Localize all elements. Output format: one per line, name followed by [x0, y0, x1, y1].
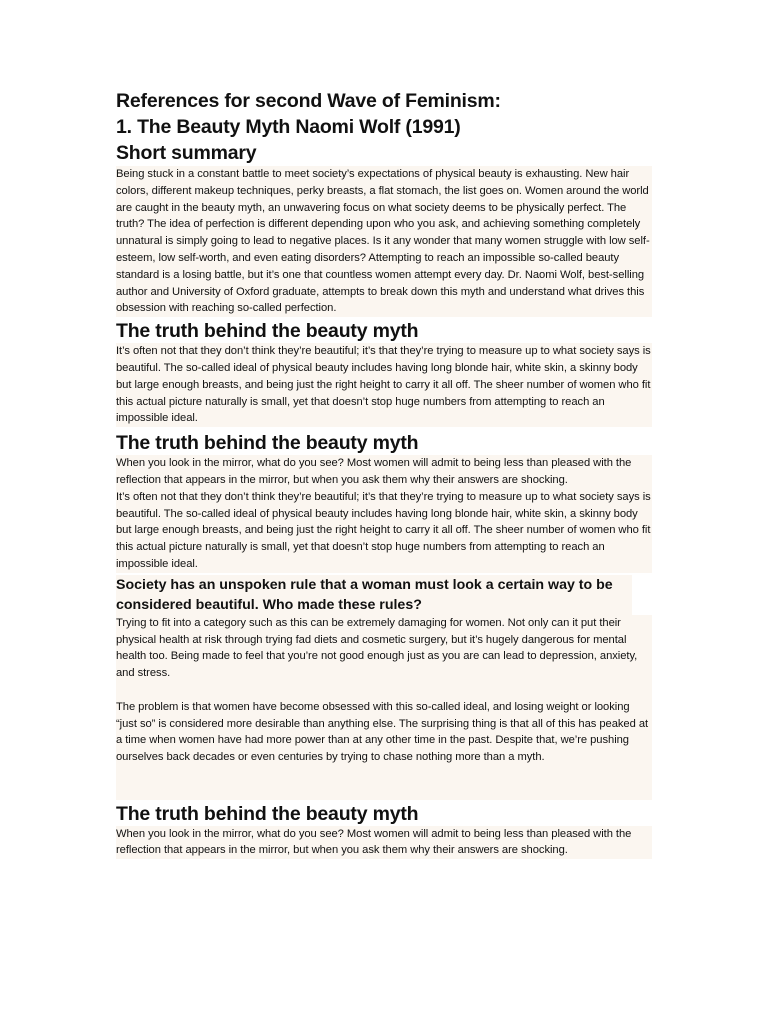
section-paragraph: It’s often not that they don’t think they’re beautiful; it’s that they’re trying to measure up to what society says is beautiful. The so-called ideal of physical beauty includes having long blonde hair, white skin, a skinny body but large enough breasts, and being just the right height to carry it all off. The sheer number of women who fit this actual picture naturally is small, yet that doesn’t stop huge numbers from attempting to reach an impossible ideal. — [116, 343, 652, 427]
paragraph-gap — [116, 682, 652, 699]
question-section: Trying to fit into a category such as this can be extremely damaging for women. Not only can it put their physical health at risk through trying fad diets and cosmetic surgery, but it’s hugely dangerous for mental health too. Being made to feel that you’re not good enough just as you are can lead to depression, anxiety, and stress. The problem is that women have become obsessed with this so-called ideal, and losing weight or looking “just so” is considered more desirable than anything else. The surprising thing is that all of this has peaked at a time when women have had more power than at any other time in the past. Despite that, we’re pushing ourselves back decades or even centuries by trying to chase nothing more than a myth. — [116, 615, 652, 800]
question-heading: Society has an unspoken rule that a woman must look a certain way to be considered beautiful. Who made these rules? — [116, 575, 632, 615]
paragraph-gap — [116, 766, 652, 783]
section-paragraph: When you look in the mirror, what do you see? Most women will admit to being less than pleased with the reflection that appears in the mirror, but when you ask them why their answers are shocking. — [116, 826, 652, 860]
document-title: References for second Wave of Feminism: — [116, 90, 501, 112]
section-paragraph: When you look in the mirror, what do you see? Most women will admit to being less than pleased with the reflection that appears in the mirror, but when you ask them why their answers are shocking. It’s often not that they don’t think they’re beautiful; it’s that they’re trying to measure up to what society says is beautiful. The so-called ideal of physical beauty includes having long blonde hair, white skin, a skinny body but large enough breasts, and being just the right height to carry it all off. The sheer number of women who fit this actual picture naturally is small, yet that doesn’t stop huge numbers from attempting to reach an impossible ideal. — [116, 455, 652, 573]
paragraph-gap — [116, 783, 652, 800]
section-heading: The truth behind the beauty myth — [116, 802, 419, 825]
summary-heading: Short summary — [116, 142, 257, 164]
section-heading: The truth behind the beauty myth — [116, 432, 419, 455]
summary-paragraph: Being stuck in a constant battle to meet society’s expectations of physical beauty is exhausting. New hair colors, different makeup techniques, perky breasts, a flat stomach, the list goes on. Women around the world are caught in the beauty myth, an unwavering focus on what society deems to be physically perfect. The truth? The idea of perfection is different depending upon who you ask, and achieving something completely unnatural is simply going to lead to negative places. Is it any wonder that many women struggle with low self-esteem, low self-worth, and even eating disorders? Attempting to reach an impossible so-called beauty standard is a losing battle, but it’s one that countless women attempt every day. Dr. Naomi Wolf, best-selling author and University of Oxford graduate, attempts to break down this myth and understand what drives this obsession with reaching so-called perfection. — [116, 166, 652, 317]
section-heading: The truth behind the beauty myth — [116, 320, 419, 343]
document-page — [116, 88, 652, 859]
reference-heading: 1. The Beauty Myth Naomi Wolf (1991) — [116, 116, 461, 138]
